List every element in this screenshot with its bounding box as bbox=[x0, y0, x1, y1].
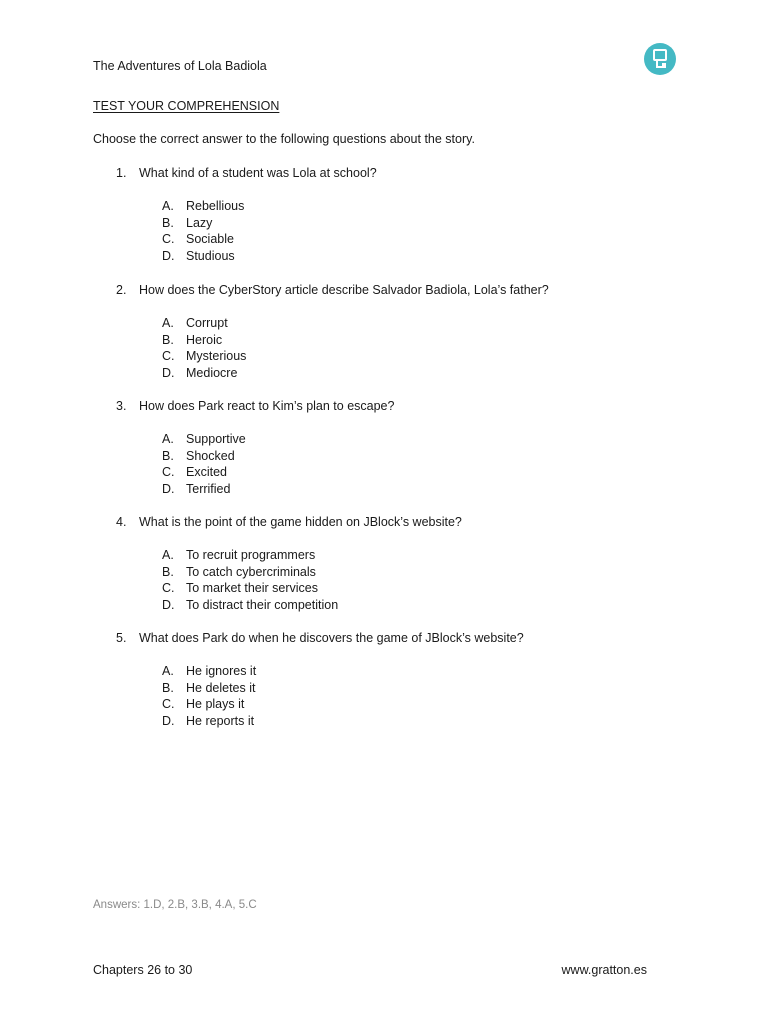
gratton-logo-icon bbox=[644, 43, 676, 75]
answer-options bbox=[93, 547, 713, 614]
option-a: A. Rebellious bbox=[162, 199, 245, 213]
option-a: A. To recruit programmers bbox=[162, 548, 316, 562]
option-d: D. To distract their competition bbox=[162, 598, 339, 613]
answer-options bbox=[93, 315, 713, 382]
option-c: C. He plays it bbox=[162, 697, 245, 712]
option-b: B. To catch cybercriminals bbox=[162, 564, 316, 579]
question-number: 4. bbox=[116, 515, 127, 529]
document-title: The Adventures of Lola Badiola bbox=[93, 59, 267, 73]
option-c: C. Excited bbox=[162, 465, 227, 480]
question-5 bbox=[93, 630, 713, 730]
question-3 bbox=[93, 398, 713, 498]
section-heading: TEST YOUR COMPREHENSION bbox=[93, 99, 280, 113]
answer-options bbox=[93, 431, 713, 498]
answer-options bbox=[93, 198, 713, 265]
option-c: C. To market their services bbox=[162, 581, 318, 596]
question-text: What is the point of the game hidden on JBlock’s website? bbox=[139, 515, 462, 529]
question-text: What kind of a student was Lola at school? bbox=[139, 166, 377, 180]
question-number: 1. bbox=[116, 166, 127, 180]
question-text: How does the CyberStory article describe Salvador Badiola, Lola’s father? bbox=[139, 283, 549, 297]
option-a: A. Supportive bbox=[162, 432, 246, 446]
footer-chapters: Chapters 26 to 30 bbox=[93, 963, 193, 977]
footer-website: www.gratton.es bbox=[561, 963, 647, 977]
option-d: D. He reports it bbox=[162, 714, 255, 729]
question-2 bbox=[93, 282, 713, 382]
option-b: B. He deletes it bbox=[162, 680, 256, 695]
question-text: What does Park do when he discovers the game of JBlock’s website? bbox=[139, 631, 524, 645]
option-c: C. Mysterious bbox=[162, 349, 247, 364]
question-1 bbox=[93, 165, 713, 265]
answer-options bbox=[93, 663, 713, 730]
question-4 bbox=[93, 514, 713, 614]
question-number: 3. bbox=[116, 399, 127, 413]
option-a: A. He ignores it bbox=[162, 664, 257, 678]
option-d: D. Studious bbox=[162, 249, 235, 264]
option-b: B. Lazy bbox=[162, 215, 213, 230]
option-c: C. Sociable bbox=[162, 232, 234, 247]
option-d: D. Mediocre bbox=[162, 366, 238, 381]
option-b: B. Shocked bbox=[162, 448, 235, 463]
answer-key: Answers: 1.D, 2.B, 3.B, 4.A, 5.C bbox=[93, 899, 257, 911]
option-a: A. Corrupt bbox=[162, 316, 228, 330]
option-b: B. Heroic bbox=[162, 332, 223, 347]
option-d: D. Terrified bbox=[162, 482, 231, 497]
question-number: 2. bbox=[116, 283, 127, 297]
question-number: 5. bbox=[116, 631, 127, 645]
question-text: How does Park react to Kim’s plan to escape? bbox=[139, 399, 395, 413]
instructions-text: Choose the correct answer to the following questions about the story. bbox=[93, 132, 475, 146]
